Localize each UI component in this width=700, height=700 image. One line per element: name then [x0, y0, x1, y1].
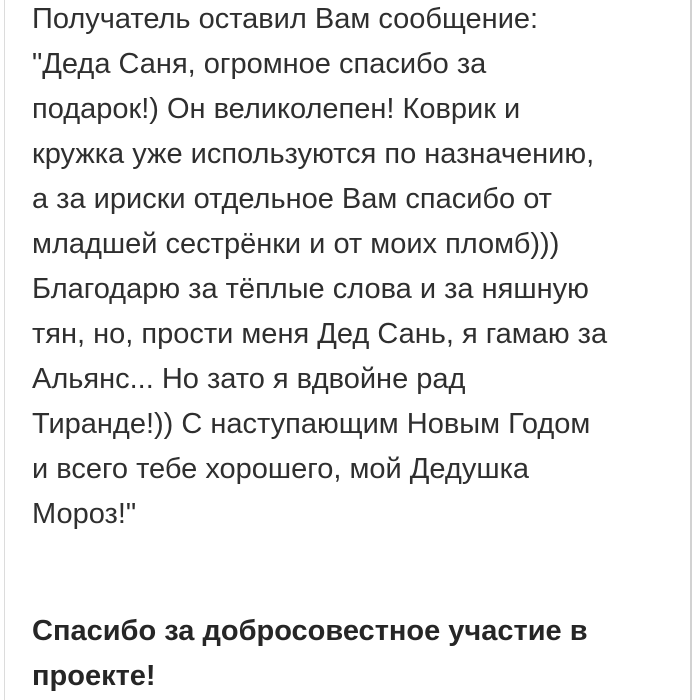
- text-line: проекте!: [32, 660, 156, 692]
- text-line: подарок!) Он великолепен! Коврик и: [32, 93, 521, 125]
- text-line: тян, но, прости меня Дед Сань, я гамаю за: [32, 318, 608, 350]
- recipient-message-text: [32, 0, 680, 537]
- text-line: Получатель оставил Вам сообщение:: [32, 3, 539, 35]
- text-line: "Деда Саня, огромное спасибо за: [32, 48, 487, 80]
- text-line: Благодарю за тёплые слова и за няшную: [32, 273, 589, 305]
- text-line: Мороз!": [32, 498, 137, 530]
- text-line: и всего тебе хорошего, мой Дедушка: [32, 453, 530, 485]
- text-line: кружка уже используются по назначению,: [32, 138, 595, 170]
- text-line: Спасибо за добросовестное участие в: [32, 615, 588, 647]
- message-card: [4, 0, 692, 700]
- text-line: младшей сестрёнки и от моих пломб))): [32, 228, 560, 260]
- thank-you-text: [32, 609, 680, 699]
- text-line: Альянс... Но зато я вдвойне рад: [32, 363, 466, 395]
- text-line: а за ириски отдельное Вам спасибо от: [32, 183, 552, 215]
- text-line: Тиранде!)) С наступающим Новым Годом: [32, 408, 591, 440]
